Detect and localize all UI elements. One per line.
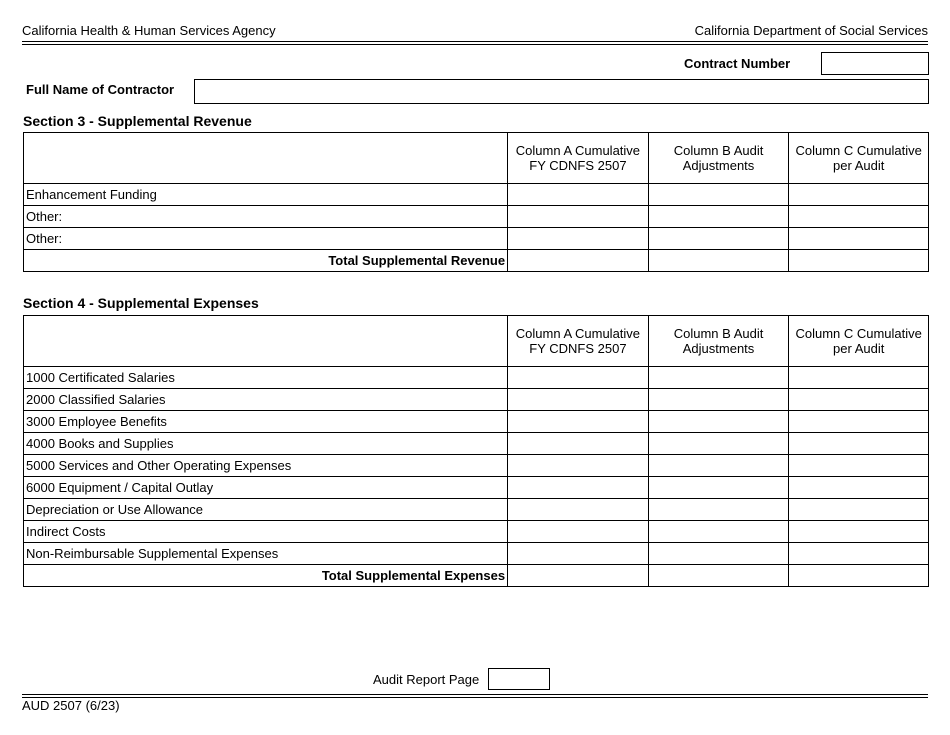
column-b-header: Column B Audit Adjustments <box>648 133 789 184</box>
header-blank-cell <box>24 316 508 367</box>
column-c-cell[interactable] <box>789 184 929 206</box>
column-b-cell[interactable] <box>648 433 789 455</box>
audit-report-page-field[interactable] <box>488 668 550 690</box>
contractor-name-label: Full Name of Contractor <box>26 82 175 97</box>
table-row <box>24 184 929 206</box>
row-label: 5000 Services and Other Operating Expenses <box>24 455 508 477</box>
column-a-header: Column A Cumulative FY CDNFS 2507 <box>508 133 649 184</box>
column-a-cell[interactable] <box>508 367 649 389</box>
contractor-name-field[interactable] <box>194 79 929 104</box>
total-row <box>24 565 929 587</box>
table-row <box>24 521 929 543</box>
column-b-cell[interactable] <box>648 184 789 206</box>
column-a-total-cell[interactable] <box>508 250 649 272</box>
header-rule-bottom <box>22 44 928 45</box>
column-c-cell[interactable] <box>789 433 929 455</box>
header-rule-top <box>22 41 928 42</box>
column-b-cell[interactable] <box>648 367 789 389</box>
column-a-header: Column A Cumulative FY CDNFS 2507 <box>508 316 649 367</box>
table-row <box>24 499 929 521</box>
column-c-cell[interactable] <box>789 543 929 565</box>
column-a-cell[interactable] <box>508 499 649 521</box>
table-row <box>24 206 929 228</box>
table-header-row <box>24 316 929 367</box>
header-blank-cell <box>24 133 508 184</box>
row-label: Non-Reimbursable Supplemental Expenses <box>24 543 508 565</box>
column-b-total-cell[interactable] <box>648 565 789 587</box>
contract-number-field[interactable] <box>821 52 929 75</box>
table-row <box>24 433 929 455</box>
column-b-header: Column B Audit Adjustments <box>648 316 789 367</box>
supplemental-revenue-table <box>23 132 929 272</box>
footer-rule-bottom <box>22 697 928 698</box>
column-b-cell[interactable] <box>648 477 789 499</box>
table-row <box>24 228 929 250</box>
row-label: 6000 Equipment / Capital Outlay <box>24 477 508 499</box>
row-label: 1000 Certificated Salaries <box>24 367 508 389</box>
section-4-title: Section 4 - Supplemental Expenses <box>23 295 259 311</box>
column-c-cell[interactable] <box>789 499 929 521</box>
column-a-cell[interactable] <box>508 184 649 206</box>
column-c-cell[interactable] <box>789 389 929 411</box>
column-a-cell[interactable] <box>508 433 649 455</box>
row-label: Indirect Costs <box>24 521 508 543</box>
column-c-total-cell[interactable] <box>789 250 929 272</box>
total-row <box>24 250 929 272</box>
table-row <box>24 389 929 411</box>
column-c-cell[interactable] <box>789 477 929 499</box>
row-label: 2000 Classified Salaries <box>24 389 508 411</box>
column-b-cell[interactable] <box>648 521 789 543</box>
table-header-row <box>24 133 929 184</box>
column-b-cell[interactable] <box>648 543 789 565</box>
column-b-cell[interactable] <box>648 411 789 433</box>
column-a-cell[interactable] <box>508 228 649 250</box>
table-row <box>24 455 929 477</box>
row-label: Enhancement Funding <box>24 184 508 206</box>
column-c-header: Column C Cumulative per Audit <box>789 133 929 184</box>
section-3-title: Section 3 - Supplemental Revenue <box>23 113 252 129</box>
column-a-cell[interactable] <box>508 543 649 565</box>
column-a-cell[interactable] <box>508 389 649 411</box>
column-b-cell[interactable] <box>648 499 789 521</box>
column-a-cell[interactable] <box>508 477 649 499</box>
row-label: 3000 Employee Benefits <box>24 411 508 433</box>
form-id: AUD 2507 (6/23) <box>22 698 120 713</box>
column-c-cell[interactable] <box>789 411 929 433</box>
footer-rule-top <box>22 694 928 695</box>
row-label: Other: <box>24 206 508 228</box>
department-name: California Department of Social Services <box>694 23 928 38</box>
column-b-cell[interactable] <box>648 455 789 477</box>
column-a-cell[interactable] <box>508 206 649 228</box>
column-a-cell[interactable] <box>508 521 649 543</box>
audit-report-page-label: Audit Report Page <box>373 672 480 687</box>
agency-name: California Health & Human Services Agency <box>22 23 276 38</box>
row-label: 4000 Books and Supplies <box>24 433 508 455</box>
column-c-header: Column C Cumulative per Audit <box>789 316 929 367</box>
column-b-cell[interactable] <box>648 389 789 411</box>
column-c-cell[interactable] <box>789 206 929 228</box>
contract-number-label: Contract Number <box>684 56 791 71</box>
column-c-total-cell[interactable] <box>789 565 929 587</box>
table-row <box>24 543 929 565</box>
table-row <box>24 411 929 433</box>
supplemental-expenses-table <box>23 315 929 587</box>
table-row <box>24 477 929 499</box>
column-c-cell[interactable] <box>789 367 929 389</box>
column-b-cell[interactable] <box>648 228 789 250</box>
column-c-cell[interactable] <box>789 455 929 477</box>
row-label: Depreciation or Use Allowance <box>24 499 508 521</box>
column-a-cell[interactable] <box>508 411 649 433</box>
total-label: Total Supplemental Expenses <box>24 565 508 587</box>
total-label: Total Supplemental Revenue <box>24 250 508 272</box>
column-c-cell[interactable] <box>789 228 929 250</box>
column-b-total-cell[interactable] <box>648 250 789 272</box>
column-a-cell[interactable] <box>508 455 649 477</box>
row-label: Other: <box>24 228 508 250</box>
column-b-cell[interactable] <box>648 206 789 228</box>
column-c-cell[interactable] <box>789 521 929 543</box>
column-a-total-cell[interactable] <box>508 565 649 587</box>
table-row <box>24 367 929 389</box>
